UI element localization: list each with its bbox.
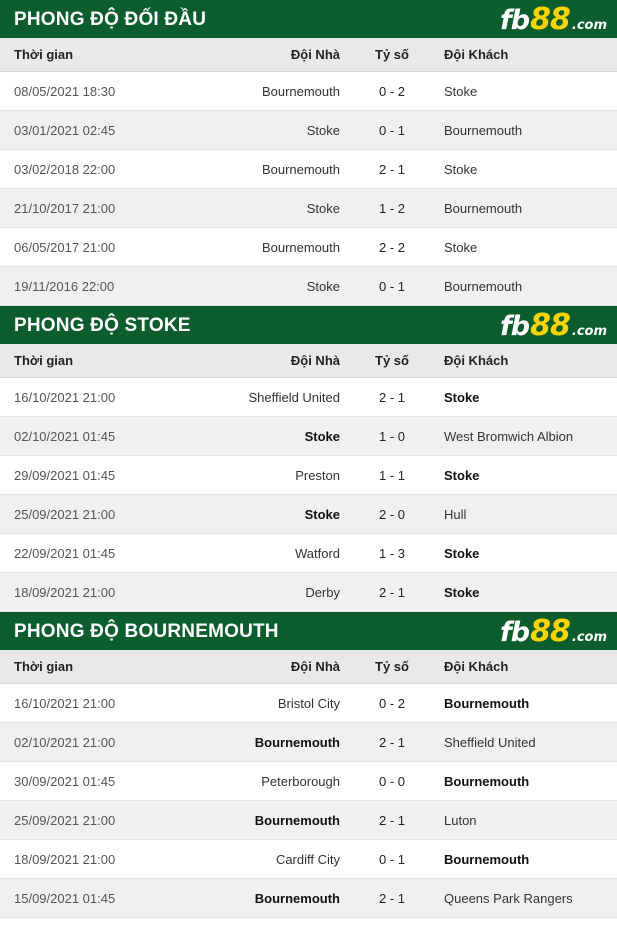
table-row[interactable] — [0, 840, 617, 879]
cell-home-team: Bournemouth — [261, 239, 340, 255]
logo-fb-text: fb — [500, 617, 530, 648]
cell-away-team: Stoke — [444, 584, 480, 600]
table-row[interactable] — [0, 684, 617, 723]
table-row[interactable] — [0, 189, 617, 228]
logo-fb-text: fb — [500, 311, 530, 342]
column-header-time: Thời gian — [14, 47, 74, 62]
cell-score: 0 - 1 — [378, 278, 405, 294]
table-row[interactable] — [0, 762, 617, 801]
table-row[interactable] — [0, 378, 617, 417]
cell-time: 18/09/2021 21:00 — [14, 584, 116, 600]
table-row[interactable] — [0, 228, 617, 267]
cell-home-team: Sheffield United — [248, 389, 340, 405]
cell-score: 1 - 3 — [378, 545, 405, 561]
cell-home-team: Bournemouth — [254, 734, 340, 750]
cell-away-team: Sheffield United — [444, 734, 536, 750]
table-row[interactable] — [0, 417, 617, 456]
section-title: PHONG ĐỘ ĐỐI ĐẦU — [14, 8, 207, 30]
cell-home-team: Bristol City — [277, 695, 340, 711]
match-section — [0, 0, 617, 306]
cell-away-team: Bournemouth — [444, 851, 530, 867]
column-header-home: Đội Nhà — [290, 353, 340, 368]
cell-home-team: Stoke — [306, 200, 340, 216]
table-row[interactable] — [0, 495, 617, 534]
cell-away-team: Luton — [444, 812, 477, 828]
column-header-away: Đội Khách — [444, 47, 509, 62]
cell-time: 16/10/2021 21:00 — [14, 695, 116, 711]
cell-away-team: Queens Park Rangers — [444, 890, 573, 906]
logo-fb-text: fb — [500, 5, 530, 36]
cell-time: 06/05/2017 21:00 — [14, 239, 116, 255]
cell-time: 18/09/2021 21:00 — [14, 851, 116, 867]
cell-score: 2 - 1 — [378, 389, 405, 405]
table-row[interactable] — [0, 456, 617, 495]
column-header-time: Thời gian — [14, 659, 74, 674]
logo-88-text: 88 — [530, 2, 570, 37]
match-section — [0, 612, 617, 918]
cell-score: 2 - 1 — [378, 161, 405, 177]
column-header-row — [0, 38, 617, 72]
cell-home-team: Bournemouth — [261, 161, 340, 177]
cell-time: 29/09/2021 01:45 — [14, 467, 116, 483]
cell-score: 2 - 1 — [378, 584, 405, 600]
cell-away-team: Bournemouth — [444, 200, 523, 216]
cell-score: 0 - 2 — [378, 83, 405, 99]
cell-score: 2 - 1 — [378, 812, 405, 828]
column-header-score: Tỷ số — [375, 659, 409, 674]
column-header-home: Đội Nhà — [290, 659, 340, 674]
logo-dotcom-text: .com — [571, 630, 607, 645]
cell-time: 02/10/2021 01:45 — [14, 428, 116, 444]
column-header-row — [0, 650, 617, 684]
cell-away-team: Stoke — [444, 467, 480, 483]
cell-time: 21/10/2017 21:00 — [14, 200, 116, 216]
table-row[interactable] — [0, 111, 617, 150]
cell-home-team: Bournemouth — [254, 890, 340, 906]
column-header-row — [0, 344, 617, 378]
cell-time: 25/09/2021 21:00 — [14, 812, 116, 828]
cell-away-team: Hull — [444, 506, 467, 522]
table-row[interactable] — [0, 801, 617, 840]
cell-time: 08/05/2021 18:30 — [14, 83, 116, 99]
cell-score: 2 - 0 — [378, 506, 405, 522]
column-header-home: Đội Nhà — [290, 47, 340, 62]
cell-score: 2 - 2 — [378, 239, 405, 255]
section-title: PHONG ĐỘ BOURNEMOUTH — [14, 620, 279, 642]
cell-away-team: Stoke — [444, 83, 478, 99]
cell-away-team: West Bromwich Albion — [444, 428, 574, 444]
cell-score: 1 - 2 — [378, 200, 405, 216]
cell-home-team: Stoke — [306, 122, 340, 138]
cell-time: 19/11/2016 22:00 — [14, 278, 115, 294]
cell-time: 03/01/2021 02:45 — [14, 122, 116, 138]
cell-home-team: Cardiff City — [275, 851, 340, 867]
section-title: PHONG ĐỘ STOKE — [14, 314, 191, 336]
fb88-logo[interactable] — [500, 2, 607, 37]
cell-home-team: Stoke — [304, 506, 340, 522]
cell-score: 2 - 1 — [378, 734, 405, 750]
cell-home-team: Stoke — [304, 428, 340, 444]
cell-away-team: Stoke — [444, 389, 480, 405]
cell-score: 2 - 1 — [378, 890, 405, 906]
column-header-time: Thời gian — [14, 353, 74, 368]
table-row[interactable] — [0, 573, 617, 612]
cell-time: 02/10/2021 21:00 — [14, 734, 116, 750]
cell-score: 0 - 1 — [378, 851, 405, 867]
cell-time: 25/09/2021 21:00 — [14, 506, 116, 522]
cell-home-team: Stoke — [306, 278, 340, 294]
cell-home-team: Preston — [295, 467, 340, 483]
match-section — [0, 306, 617, 612]
table-row[interactable] — [0, 534, 617, 573]
cell-away-team: Stoke — [444, 545, 480, 561]
cell-home-team: Bournemouth — [261, 83, 340, 99]
column-header-away: Đội Khách — [444, 353, 509, 368]
section-header — [0, 306, 617, 344]
column-header-away: Đội Khách — [444, 659, 509, 674]
cell-time: 30/09/2021 01:45 — [14, 773, 116, 789]
cell-time: 03/02/2018 22:00 — [14, 161, 116, 177]
fb88-logo[interactable] — [500, 308, 607, 343]
cell-home-team: Derby — [305, 584, 340, 600]
cell-home-team: Peterborough — [261, 773, 340, 789]
cell-score: 1 - 0 — [378, 428, 405, 444]
cell-score: 0 - 1 — [378, 122, 405, 138]
cell-home-team: Bournemouth — [254, 812, 340, 828]
table-row[interactable] — [0, 150, 617, 189]
cell-away-team: Stoke — [444, 161, 478, 177]
table-row[interactable] — [0, 723, 617, 762]
logo-dotcom-text: .com — [571, 18, 607, 33]
logo-88-text: 88 — [530, 614, 570, 649]
cell-away-team: Bournemouth — [444, 695, 530, 711]
logo-dotcom-text: .com — [571, 324, 607, 339]
cell-time: 15/09/2021 01:45 — [14, 890, 116, 906]
cell-away-team: Stoke — [444, 239, 478, 255]
cell-score: 1 - 1 — [378, 467, 405, 483]
table-row[interactable] — [0, 72, 617, 111]
fb88-logo[interactable] — [500, 614, 607, 649]
cell-time: 16/10/2021 21:00 — [14, 389, 116, 405]
cell-score: 0 - 0 — [378, 773, 405, 789]
cell-away-team: Bournemouth — [444, 278, 523, 294]
cell-time: 22/09/2021 01:45 — [14, 545, 116, 561]
column-header-score: Tỷ số — [375, 353, 409, 368]
logo-88-text: 88 — [530, 308, 570, 343]
table-row[interactable] — [0, 267, 617, 306]
cell-score: 0 - 2 — [378, 695, 405, 711]
cell-away-team: Bournemouth — [444, 773, 530, 789]
table-row[interactable] — [0, 879, 617, 918]
cell-away-team: Bournemouth — [444, 122, 523, 138]
section-header — [0, 0, 617, 38]
cell-home-team: Watford — [294, 545, 340, 561]
column-header-score: Tỷ số — [375, 47, 409, 62]
section-header — [0, 612, 617, 650]
